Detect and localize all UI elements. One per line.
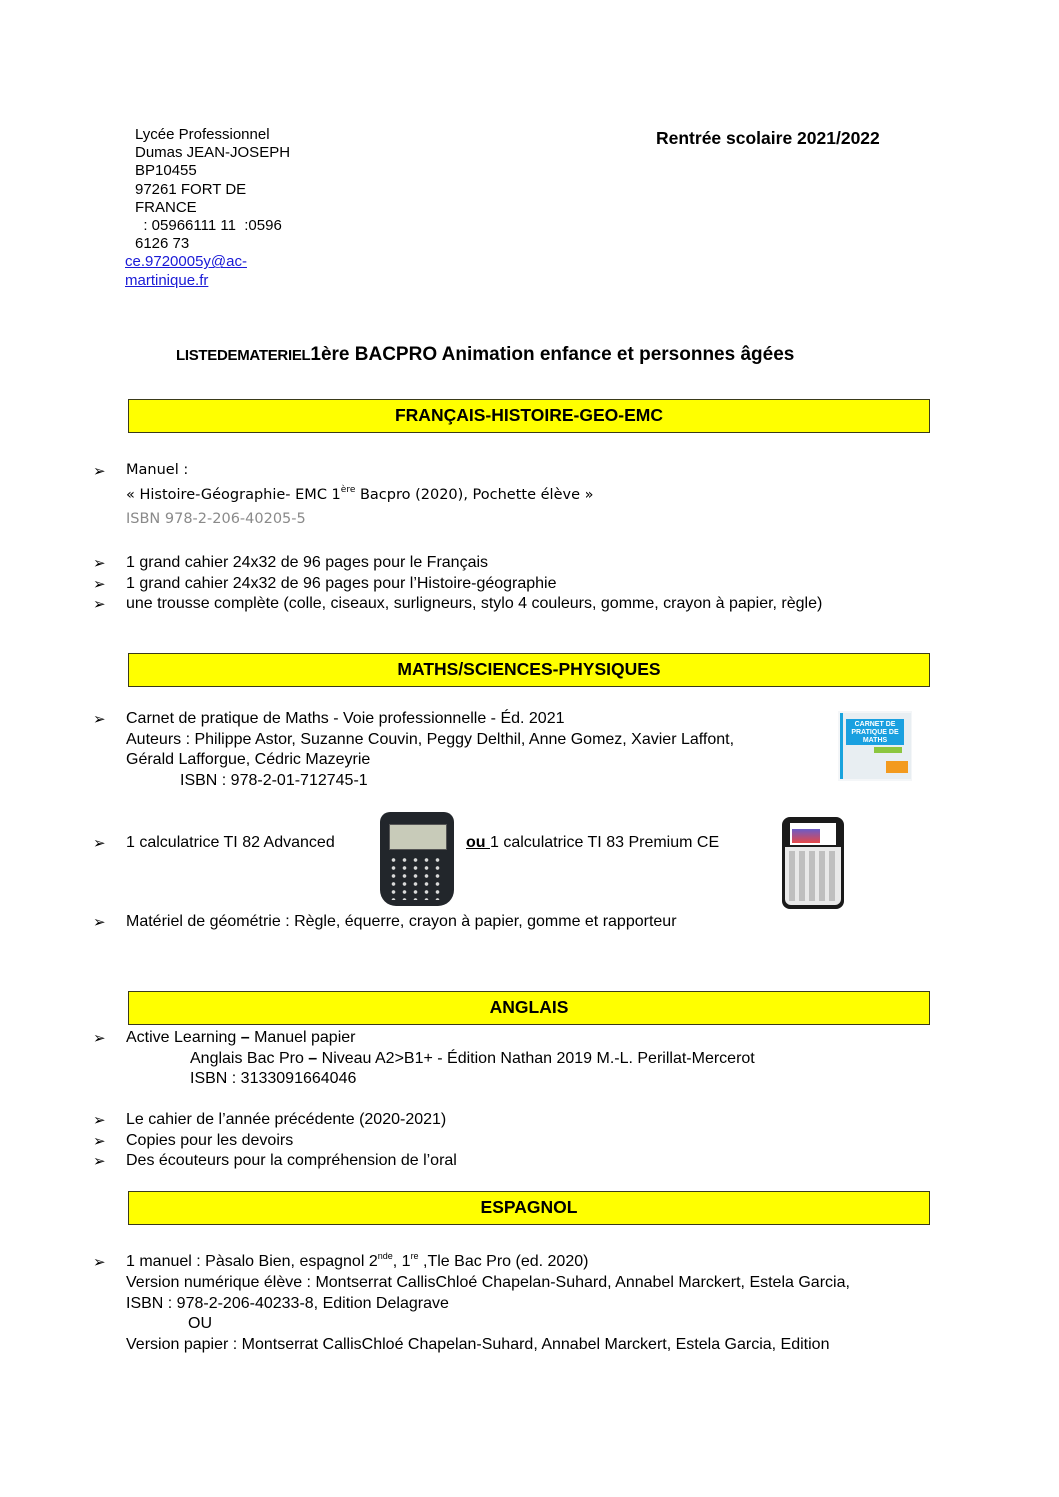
calculator-keys	[388, 856, 446, 900]
school-year: Rentrée scolaire 2021/2022	[656, 128, 880, 148]
carnet-title: Carnet de pratique de Maths - Voie professionnelle - Éd. 2021	[126, 710, 565, 727]
address-line: FRANCE	[135, 198, 197, 216]
geometry-item: Matériel de géométrie : Règle, équerre, crayon à papier, gomme et rapporteur	[126, 913, 677, 930]
address-line: 97261 FORT DE	[135, 180, 247, 198]
ti82-calculator-image	[380, 812, 454, 906]
bullet-icon: ➢	[93, 1254, 106, 1271]
list-item: Copies pour les devoirs	[126, 1132, 294, 1149]
bullet-icon: ➢	[93, 596, 106, 613]
bullet-icon: ➢	[93, 555, 106, 572]
anglais-isbn: ISBN : 3133091664046	[190, 1070, 357, 1087]
text-part: –	[308, 1050, 318, 1067]
manuel-title-part: Bacpro (2020), Pochette élève »	[355, 487, 594, 503]
text-part: Active Learning	[126, 1029, 241, 1046]
superscript: nde	[377, 1251, 393, 1261]
section-heading-anglais: ANGLAIS	[128, 991, 930, 1025]
school-address	[125, 126, 291, 290]
bullet-icon: ➢	[93, 835, 106, 852]
superscript: re	[410, 1251, 419, 1261]
carnet-authors: Gérald Lafforgue, Cédric Mazeyrie	[126, 751, 371, 768]
carnet-authors: Auteurs : Philippe Astor, Suzanne Couvin, Peggy Delthil, Anne Gomez, Xavier Laffont,	[126, 731, 735, 748]
email-link[interactable]: ce.9720005y@ac-	[125, 253, 247, 271]
text-part: Le cahier de l’année précédente (2020	[126, 1111, 400, 1128]
list-item	[126, 1111, 446, 1129]
bullet-icon: ➢	[93, 1133, 106, 1150]
text-part: Anglais Bac Pro	[190, 1050, 309, 1067]
phone-line: 6126 73	[135, 235, 190, 253]
carnet-isbn: ISBN : 978-2-01-712745-1	[180, 772, 368, 789]
section-heading-maths: MATHS/SCIENCES-PHYSIQUES	[128, 653, 930, 687]
list-item-part: l’Histoire	[409, 575, 472, 592]
list-item: une trousse complète (colle, ciseaux, surligneurs, stylo 4 couleurs, gomme, crayon à papier, règle)	[126, 595, 823, 612]
calculator-screen	[389, 824, 447, 850]
calculator-option-1: 1 calculatrice TI 82 Advanced	[126, 834, 335, 851]
calculator-option-2-label: 1 calculatrice TI 83 Premium CE	[490, 834, 720, 851]
text-part: -2021)	[399, 1111, 447, 1128]
bullet-icon: ➢	[93, 914, 106, 931]
text-part: Manuel papier	[249, 1029, 356, 1046]
manuel-title-part: « Histoire-Géographie- EMC 1	[126, 487, 341, 503]
list-item: Des écouteurs pour la compréhension de l’oral	[126, 1152, 457, 1169]
address-line: Lycée Professionnel	[135, 126, 270, 143]
list-item-part: -géographie	[471, 575, 557, 592]
bullet-icon: ➢	[93, 711, 106, 728]
section-heading-espagnol: ESPAGNOL	[128, 1191, 930, 1225]
anglais-book	[126, 1029, 355, 1047]
manuel-title	[126, 487, 593, 503]
espagnol-isbn: ISBN : 978-2-206-40233-8, Edition Delagrave	[126, 1295, 449, 1312]
phone-line: : 05966111 11 :0596	[135, 217, 282, 235]
text-part: –	[240, 1029, 250, 1046]
espagnol-manuel	[126, 1253, 588, 1271]
manuel-isbn: ISBN 978-2-206-40205-5	[126, 511, 306, 527]
calculator-keys	[787, 851, 839, 901]
section-heading-francais: FRANÇAIS-HISTOIRE-GEO-EMC	[128, 399, 930, 433]
espagnol-numerique: Version numérique élève : Montserrat CallisChloé Chapelan-Suhard, Annabel Marckert, Estela Garcia,	[126, 1274, 850, 1291]
text-part: 1 manuel : Pàsalo Bien, espagnol 2	[126, 1253, 378, 1270]
bullet-icon: ➢	[93, 1153, 106, 1170]
title-prefix: LISTEDEMATERIEL	[176, 347, 311, 364]
list-item	[126, 575, 557, 593]
espagnol-papier: Version papier : Montserrat CallisChloé Chapelan-Suhard, Annabel Marckert, Estela Garcia, Edition	[126, 1336, 830, 1353]
anglais-book-detail	[190, 1050, 755, 1068]
or-connector: ou	[466, 834, 490, 851]
email-link[interactable]: martinique.fr	[125, 271, 209, 289]
document-title	[176, 344, 794, 366]
book-cover-title: CARNET DE PRATIQUE DE MATHS	[846, 719, 904, 745]
carnet-book-cover-image	[838, 711, 912, 781]
book-cover-decoration	[886, 761, 908, 773]
ti83-calculator-image	[782, 817, 844, 909]
text-part: ,Tle Bac Pro (ed. 2020)	[418, 1253, 589, 1270]
list-item-part: 1 grand cahier 24x32 de 96 pages pour	[126, 575, 410, 592]
list-item: 1 grand cahier 24x32 de 96 pages pour le Français	[126, 554, 489, 571]
text-part: Niveau A2>B1+ - Édition Nathan 2019 M.-L. Perillat-Mercerot	[317, 1050, 755, 1067]
bullet-icon: ➢	[93, 576, 106, 593]
espagnol-or: OU	[188, 1315, 212, 1332]
bullet-icon: ➢	[93, 463, 106, 480]
manuel-label: Manuel :	[126, 462, 189, 478]
calculator-screen-graph	[792, 829, 820, 843]
title-main: 1ère BACPRO Animation enfance et personnes âgées	[310, 344, 795, 365]
calculator-screen	[790, 823, 836, 845]
calculator-option-2	[466, 834, 719, 852]
address-line: Dumas JEAN-JOSEPH	[135, 144, 291, 162]
bullet-icon: ➢	[93, 1030, 106, 1047]
superscript: ère	[340, 485, 356, 495]
text-part: , 1	[392, 1253, 411, 1270]
address-line: BP10455	[135, 162, 197, 180]
bullet-icon: ➢	[93, 1112, 106, 1129]
book-cover-decoration	[874, 747, 902, 753]
